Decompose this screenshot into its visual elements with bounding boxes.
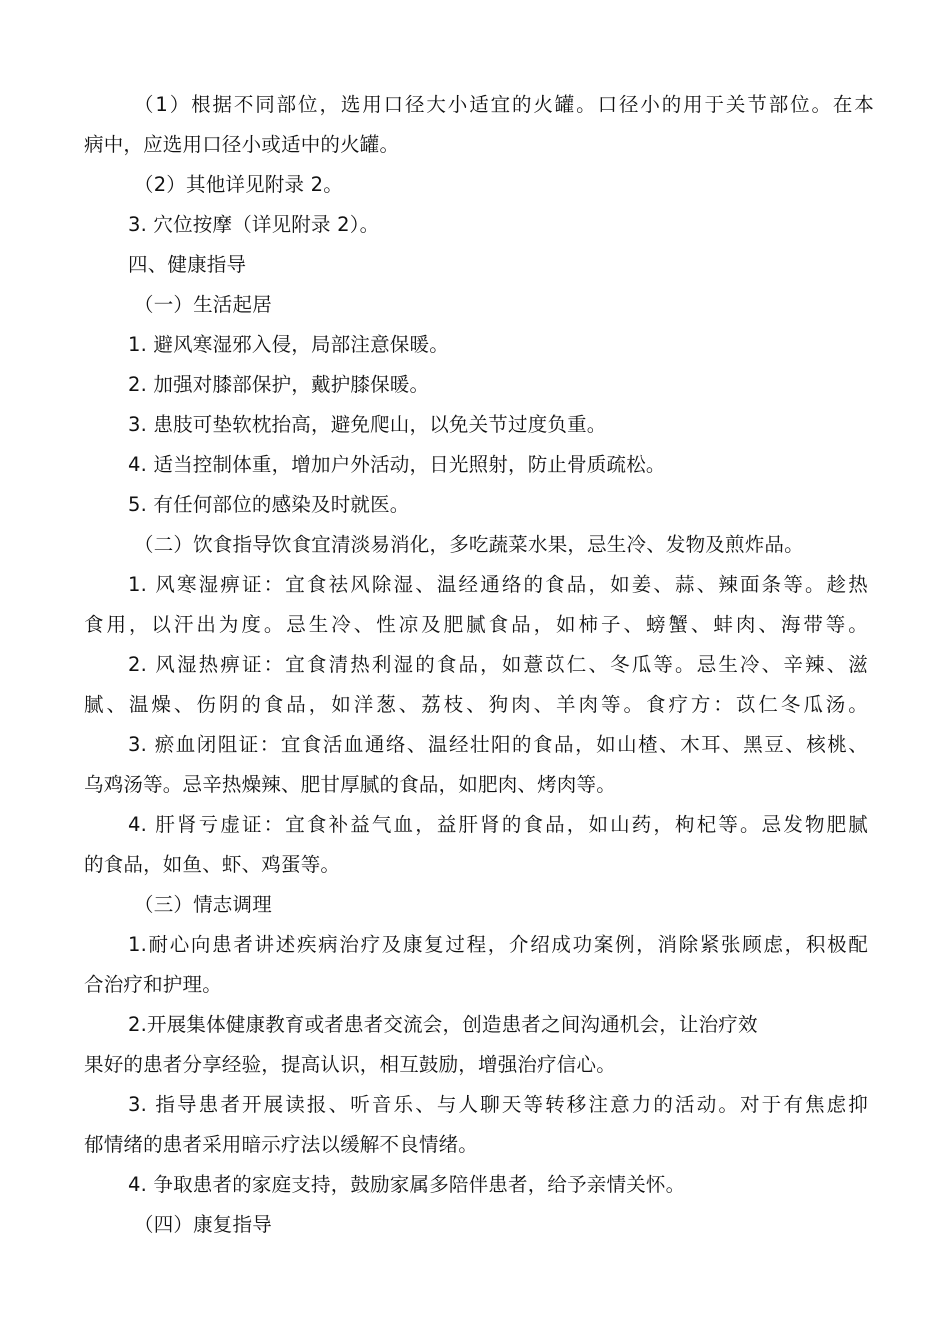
paragraph-line: 合治疗和护理。 [84,973,222,996]
paragraph-line: 4. 肝肾亏虚证：宜食补益气血，益肝肾的食品，如山药，枸杞等。忌发物肥腻 [128,813,868,836]
paragraph-line: 的食品，如鱼、虾、鸡蛋等。 [84,853,341,876]
list-item: 3. 穴位按摩（详见附录 2）。 [128,213,380,236]
paragraph-line: 2. 风湿热痹证：宜食清热利湿的食品，如薏苡仁、冬瓜等。忌生冷、辛辣、滋 [128,653,868,676]
paragraph-line: 食用，以汗出为度。忌生冷、性凉及肥腻食品，如柿子、螃蟹、蚌肉、海带等。 [84,613,868,636]
paragraph-line: （2）其他详见附录 2。 [134,173,343,196]
subsection-heading: （一）生活起居 [134,293,272,316]
list-item: 1. 避风寒湿邪入侵，局部注意保暖。 [128,333,449,356]
list-item: 2. 加强对膝部保护，戴护膝保暖。 [128,373,430,396]
section-heading: 四、健康指导 [128,253,247,276]
paragraph-line: 果好的患者分享经验，提高认识，相互鼓励，增强治疗信心。 [84,1053,616,1076]
paragraph-line: 郁情绪的患者采用暗示疗法以缓解不良情绪。 [84,1133,479,1156]
list-item: 4. 适当控制体重，增加户外活动，日光照射，防止骨质疏松。 [128,453,666,476]
paragraph-line: 3. 瘀血闭阻证：宜食活血通络、温经壮阳的食品，如山楂、木耳、黑豆、核桃、 [128,733,868,756]
paragraph-line: （1）根据不同部位，选用口径大小适宜的火罐。口径小的用于关节部位。在本 [134,93,874,116]
document-page [84,0,874,1344]
subsection-heading: （二）饮食指导饮食宜清淡易消化，多吃蔬菜水果，忌生冷、发物及煎炸品。 [134,533,804,556]
subsection-heading: （四）康复指导 [134,1213,272,1236]
paragraph-line: 3. 指导患者开展读报、听音乐、与人聊天等转移注意力的活动。对于有焦虑抑 [128,1093,868,1116]
paragraph-line: 1. 风寒湿痹证：宜食祛风除湿、温经通络的食品，如姜、蒜、辣面条等。趁热 [128,573,868,596]
paragraph-line: 病中，应选用口径小或适中的火罐。 [84,133,400,156]
paragraph-line: 乌鸡汤等。忌辛热燥辣、肥甘厚腻的食品，如肥肉、烤肉等。 [84,773,616,796]
paragraph-line: 腻、温燥、伤阴的食品，如洋葱、荔枝、狗肉、羊肉等。食疗方：苡仁冬瓜汤。 [84,693,868,716]
list-item: 3. 患肢可垫软枕抬高，避免爬山，以免关节过度负重。 [128,413,607,436]
list-item: 4. 争取患者的家庭支持，鼓励家属多陪伴患者，给予亲情关怀。 [128,1173,686,1196]
subsection-heading: （三）情志调理 [134,893,272,916]
paragraph-line: 1.耐心向患者讲述疾病治疗及康复过程，介绍成功案例，消除紧张顾虑，积极配 [128,933,868,956]
paragraph-line: 2.开展集体健康教育或者患者交流会，创造患者之间沟通机会，让治疗效 [128,1013,758,1036]
list-item: 5. 有任何部位的感染及时就医。 [128,493,410,516]
